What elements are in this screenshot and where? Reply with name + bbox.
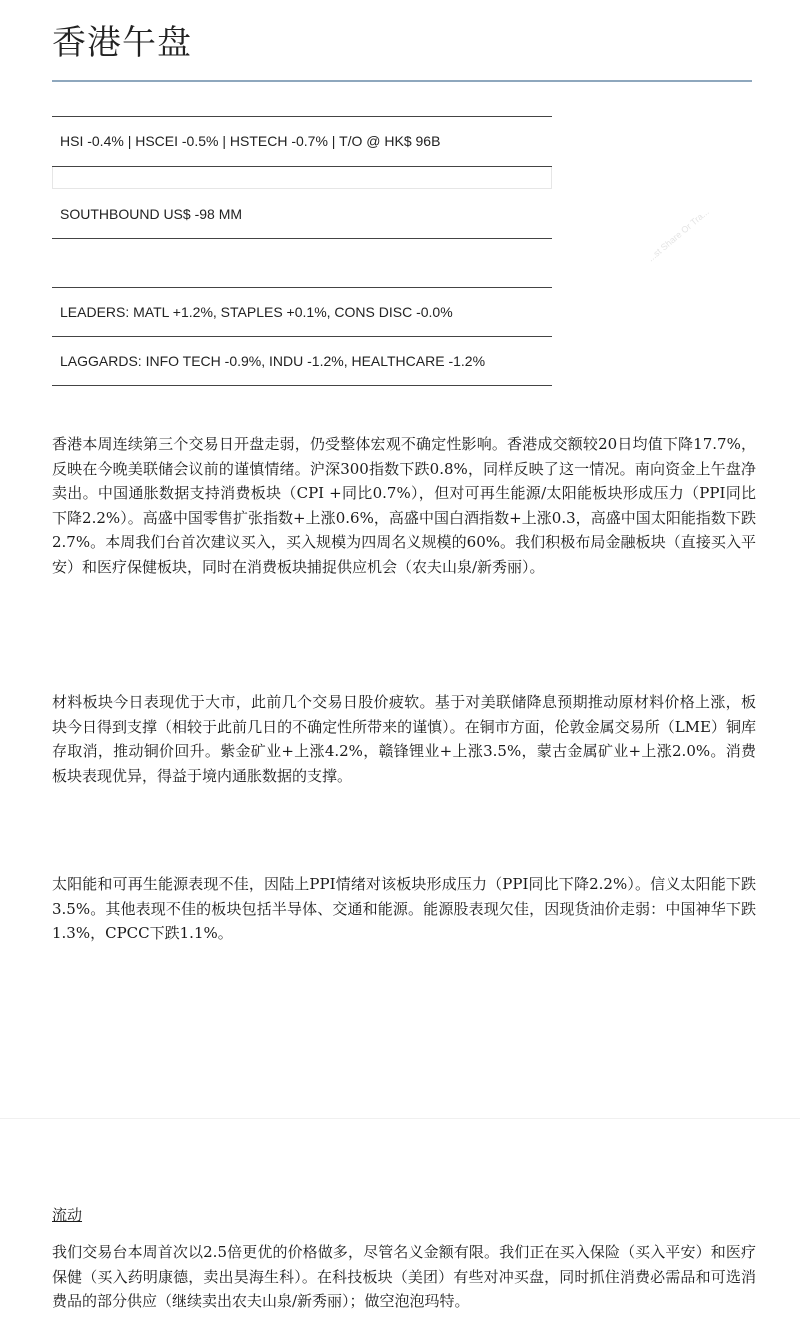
index-performance-text: HSI -0.4% | HSCEI -0.5% | HSTECH -0.7% | T/O @ HK$ 96B xyxy=(60,133,441,149)
market-overview-paragraph: 香港本周连续第三个交易日开盘走弱，仍受整体宏观不确定性影响。香港成交额较20日均值下降17.7%，反映在今晚美联储会议前的谨慎情绪。沪深300指数下跌0.8%，同样反映了这一情况。南向资金上午盘净卖出。中国通胀数据支持消费板块（CPI +同比0.7%），但对可再生能源/太阳能板块形成压力（PPI同比下降2.2%）。高盛中国零售扩张指数+上涨0.6%，高盛中国白酒指数+上涨0.3，高盛中国太阳能指数下跌2.7%。本周我们台首次建议买入，买入规模为四周名义规模的60%。我们积极布局金融板块（直接买入平安）和医疗保健板块，同时在消费板块捕捉供应机会（农夫山泉/新秀丽）。 xyxy=(52,435,756,576)
section-divider xyxy=(0,1118,800,1119)
table-rule xyxy=(52,238,552,239)
watermark: ...st Share Or Tra... xyxy=(645,206,711,264)
flow-heading: 流动 xyxy=(52,1206,83,1224)
southbound-flow-row xyxy=(52,190,552,238)
spacer-cell xyxy=(52,167,552,189)
laggards-text: LAGGARDS: INFO TECH -0.9%, INDU -1.2%, HEALTHCARE -1.2% xyxy=(60,352,486,369)
leaders-row xyxy=(52,287,552,336)
table-rule xyxy=(52,385,552,386)
page-title: 香港午盘 xyxy=(52,23,192,63)
laggards-row xyxy=(52,336,552,385)
flow-paragraph: 我们交易台本周首次以2.5倍更优的价格做多，尽管名义金额有限。我们正在买入保险（买入平安）和医疗保健（买入药明康德，卖出昊海生科）。在科技板块（美团）有些对冲买盘，同时抓住消费必需品和可选消费品的部分供应（继续卖出农夫山泉/新秀丽）；做空泡泡玛特。 xyxy=(52,1243,756,1310)
leaders-text: LEADERS: MATL +1.2%, STAPLES +0.1%, CONS DISC -0.0% xyxy=(60,303,453,320)
southbound-flow-text: SOUTHBOUND US$ -98 MM xyxy=(60,206,243,222)
index-performance-row xyxy=(52,116,552,166)
materials-paragraph: 材料板块今日表现优于大市，此前几个交易日股价疲软。基于对美联储降息预期推动原材料价格上涨，板块今日得到支撑（相较于此前几日的不确定性所带来的谨慎）。在铜市方面，伦敦金属交易所（LME）铜库存取消，推动铜价回升。紫金矿业+上涨4.2%，赣锋锂业+上涨3.5%，蒙古金属矿业+上涨2.0%。消费板块表现优异，得益于境内通胀数据的支撑。 xyxy=(52,693,756,785)
title-divider xyxy=(52,80,752,82)
solar-paragraph: 太阳能和可再生能源表现不佳，因陆上PPI情绪对该板块形成压力（PPI同比下降2.2%）。信义太阳能下跌3.5%。其他表现不佳的板块包括半导体、交通和能源。能源股表现欠佳，因现货油价走弱：中国神华下跌1.3%，CPCC下跌1.1%。 xyxy=(52,875,756,942)
